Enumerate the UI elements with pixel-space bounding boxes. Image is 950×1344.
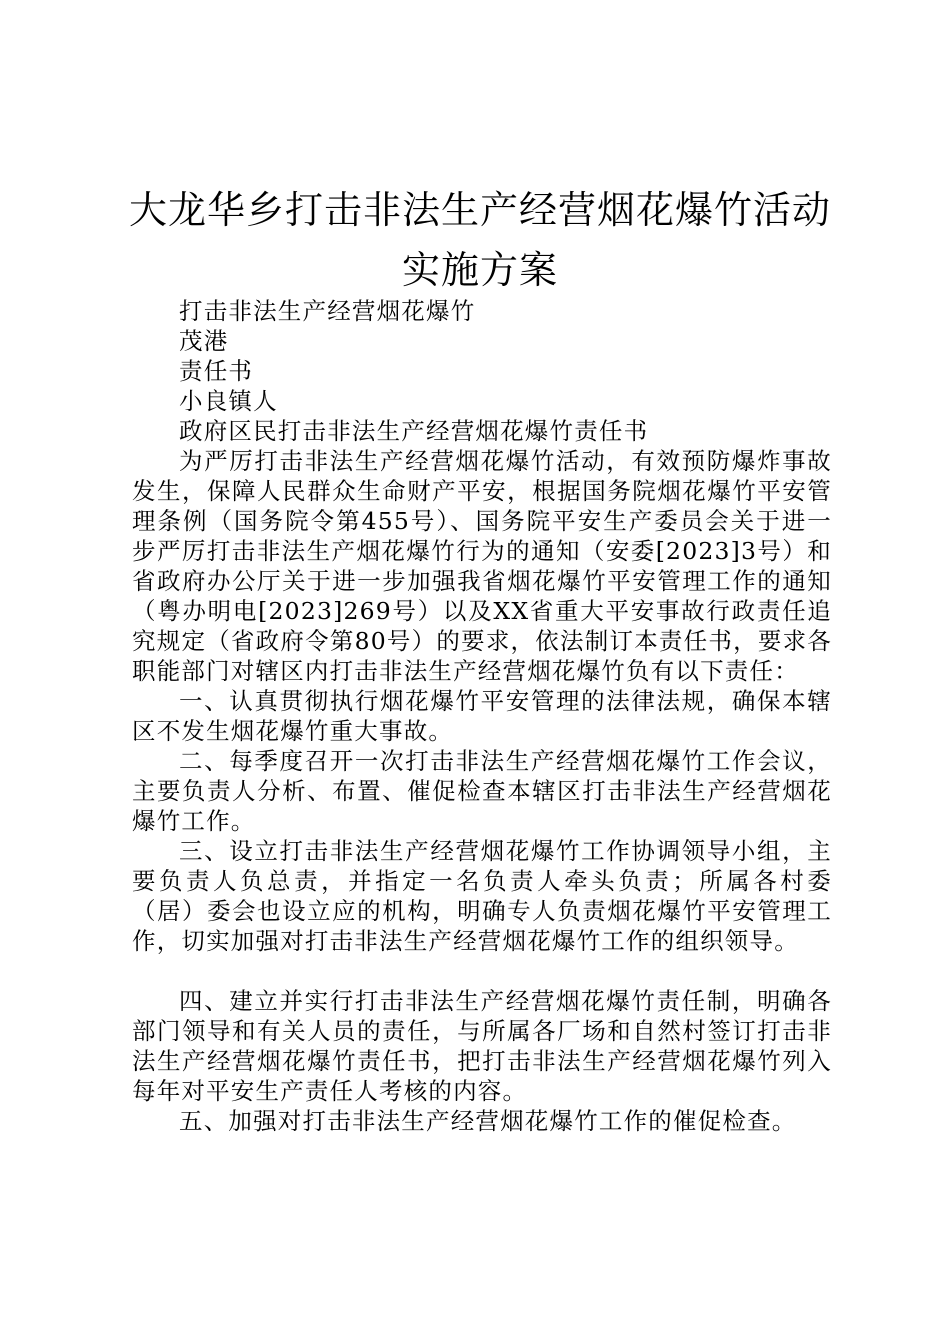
paragraph-item-5: 五、加强对打击非法生产经营烟花爆竹工作的催促检查。 xyxy=(179,1107,797,1135)
paragraph-heading-2: 茂港 xyxy=(179,327,229,355)
paragraph-item-2: 二、每季度召开一次打击非法生产经营烟花爆竹工作会议，主要负责人分析、布置、催促检查本辖区打击非法生产经营烟花爆竹工作。 xyxy=(132,747,832,835)
document-body xyxy=(132,296,832,1136)
paragraph-item-3: 三、设立打击非法生产经营烟花爆竹工作协调领导小组，主要负责人负总责，并指定一名负责人牵头负责；所属各村委（居）委会也设立应的机构，明确专人负责烟花爆竹平安管理工作，切实加强对打击非法生产经营烟花爆竹工作的组织领导。 xyxy=(132,837,832,955)
paragraph-heading-5: 政府区民打击非法生产经营烟花爆竹责任书 xyxy=(179,417,649,445)
paragraph-intro: 为严厉打击非法生产经营烟花爆竹活动，有效预防爆炸事故发生，保障人民群众生命财产平安，根据国务院烟花爆竹平安管理条例（国务院令第455号）、国务院平安生产委员会关于进一步严厉打击非法生产烟花爆竹行为的通知（安委[2023]3号）和省政府办公厅关于进一步加强我省烟花爆竹平安管理工作的通知（粤办明电[2023]269号）以及XX省重大平安事故行政责任追究规定（省政府令第80号）的要求，依法制订本责任书，要求各职能部门对辖区内打击非法生产经营烟花爆竹负有以下责任： xyxy=(132,447,832,685)
paragraph-item-1: 一、认真贯彻执行烟花爆竹平安管理的法律法规，确保本辖区不发生烟花爆竹重大事故。 xyxy=(132,687,832,745)
paragraph-heading-1: 打击非法生产经营烟花爆竹 xyxy=(179,297,476,325)
document-title: 大龙华乡打击非法生产经营烟花爆竹活动实施方案 xyxy=(128,188,831,292)
paragraph-heading-4: 小良镇人 xyxy=(179,387,278,415)
paragraph-item-4: 四、建立并实行打击非法生产经营烟花爆竹责任制，明确各部门领导和有关人员的责任，与所属各厂场和自然村签订打击非法生产经营烟花爆竹责任书，把打击非法生产经营烟花爆竹列入每年对平安生产责任人考核的内容。 xyxy=(132,987,832,1105)
paragraph-heading-3: 责任书 xyxy=(179,357,254,385)
